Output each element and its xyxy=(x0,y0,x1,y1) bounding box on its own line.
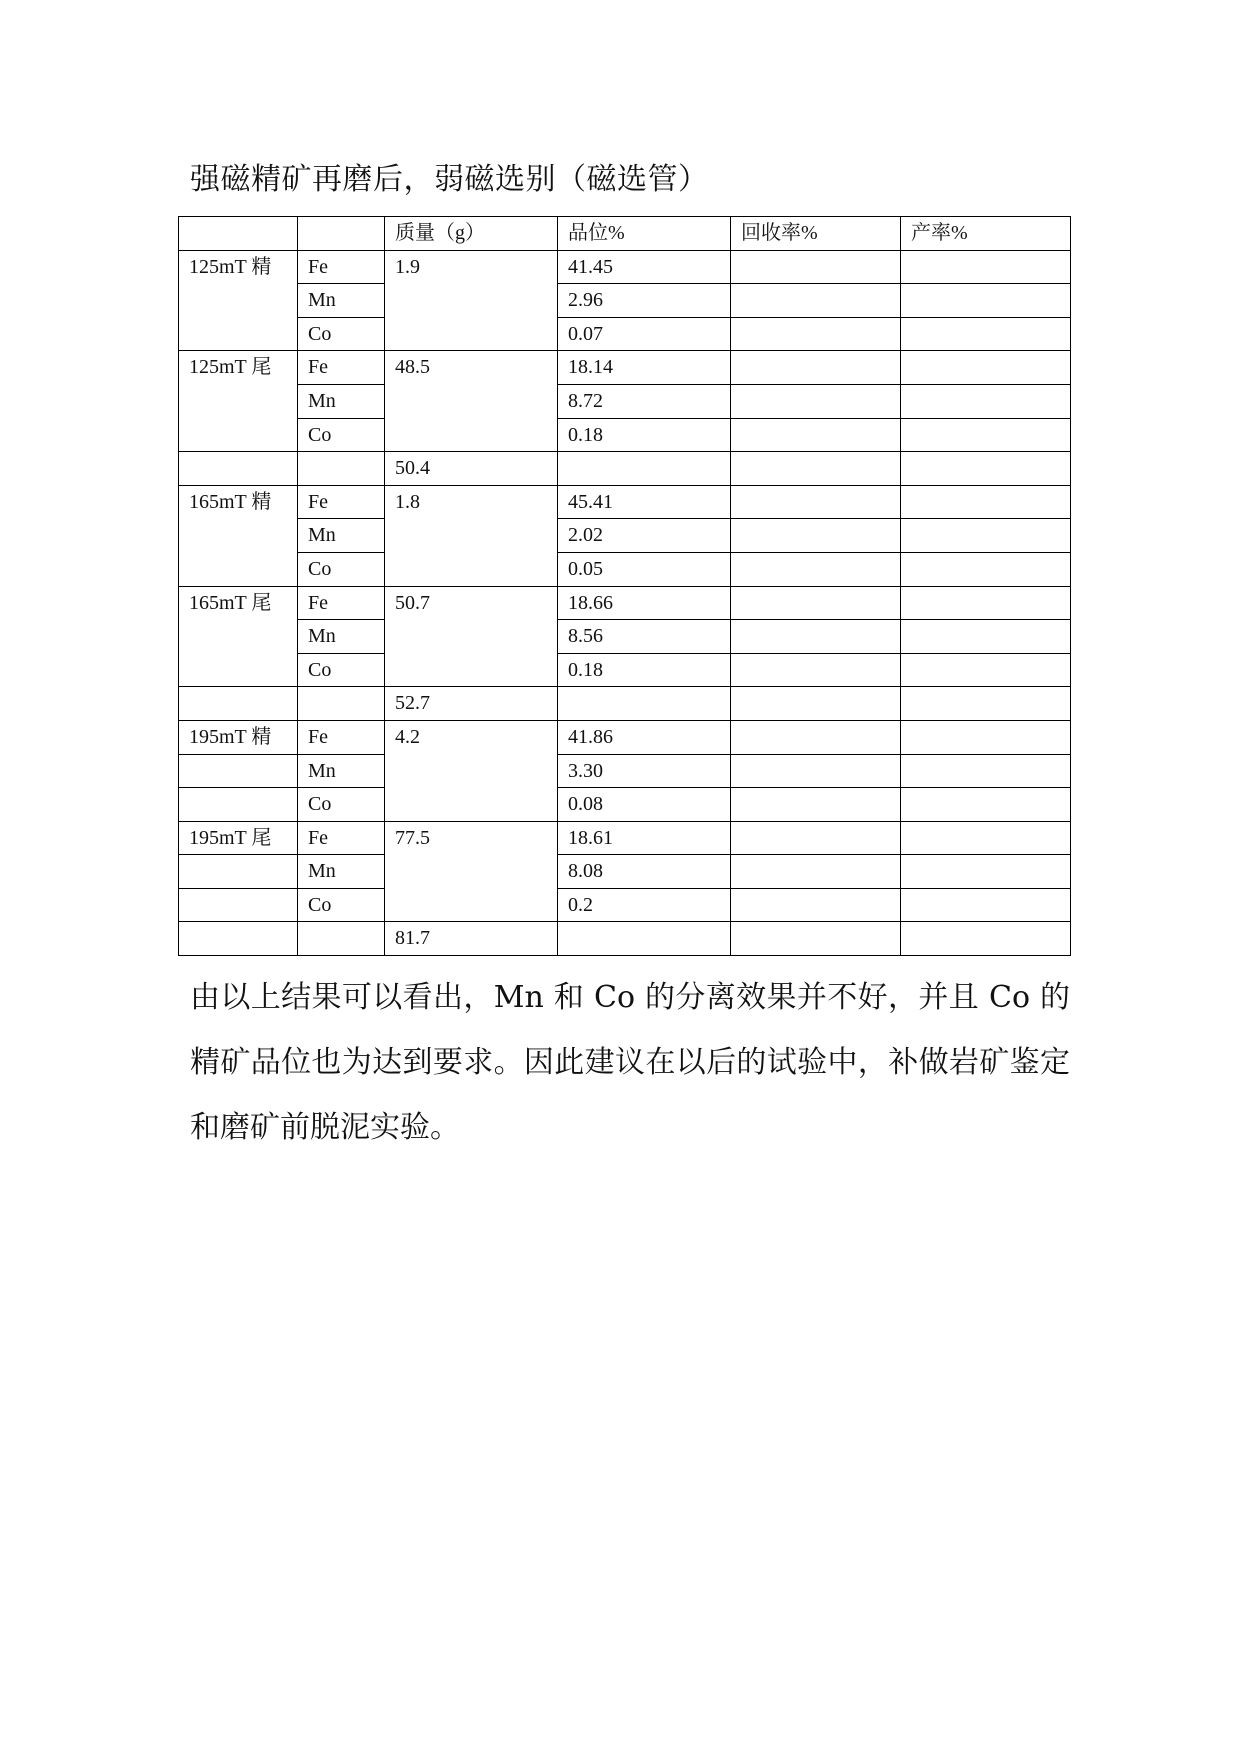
element-cell: Co xyxy=(298,788,385,822)
mass-cell: 77.5 xyxy=(385,821,558,922)
table-row xyxy=(179,485,1071,519)
element-cell: Fe xyxy=(298,586,385,620)
element-cell: Mn xyxy=(298,620,385,654)
total-mass-cell: 81.7 xyxy=(385,922,558,956)
grade-cell: 8.56 xyxy=(558,620,731,654)
mass-cell: 4.2 xyxy=(385,720,558,821)
recovery-cell xyxy=(731,552,901,586)
empty-cell xyxy=(558,452,731,486)
grade-cell: 8.72 xyxy=(558,384,731,418)
table-row xyxy=(179,788,1071,822)
yield-cell xyxy=(901,754,1071,788)
table-header-row xyxy=(179,217,1071,251)
yield-cell xyxy=(901,384,1071,418)
header-cell: 质量（g） xyxy=(385,217,558,251)
grade-cell: 45.41 xyxy=(558,485,731,519)
grade-cell: 0.18 xyxy=(558,418,731,452)
element-cell: Co xyxy=(298,888,385,922)
total-row xyxy=(179,922,1071,956)
grade-cell: 0.18 xyxy=(558,653,731,687)
grade-cell: 8.08 xyxy=(558,855,731,889)
yield-cell xyxy=(901,586,1071,620)
group-label-cell: 165mT 精 xyxy=(179,485,298,586)
element-cell: Mn xyxy=(298,384,385,418)
yield-cell xyxy=(901,317,1071,351)
grade-cell: 2.02 xyxy=(558,519,731,553)
yield-cell xyxy=(901,620,1071,654)
recovery-cell xyxy=(731,384,901,418)
table-row xyxy=(179,552,1071,586)
recovery-cell xyxy=(731,653,901,687)
element-cell: Fe xyxy=(298,720,385,754)
empty-cell xyxy=(298,687,385,721)
group-label-cell: 195mT 精 xyxy=(179,720,298,754)
group-label-cell xyxy=(179,855,298,889)
yield-cell xyxy=(901,720,1071,754)
mass-cell: 1.9 xyxy=(385,250,558,351)
yield-cell xyxy=(901,519,1071,553)
table-row xyxy=(179,888,1071,922)
header-cell: 产率% xyxy=(901,217,1071,251)
element-cell: Fe xyxy=(298,351,385,385)
total-mass-cell: 52.7 xyxy=(385,687,558,721)
yield-cell xyxy=(901,653,1071,687)
element-cell: Mn xyxy=(298,754,385,788)
yield-cell xyxy=(901,250,1071,284)
table-row xyxy=(179,351,1071,385)
table-row xyxy=(179,855,1071,889)
table-row xyxy=(179,418,1071,452)
recovery-cell xyxy=(731,720,901,754)
page-title: 强磁精矿再磨后，弱磁选别（磁选管） xyxy=(190,162,709,197)
yield-cell xyxy=(901,821,1071,855)
element-cell: Mn xyxy=(298,519,385,553)
table-row xyxy=(179,250,1071,284)
empty-cell xyxy=(558,687,731,721)
element-cell: Co xyxy=(298,317,385,351)
grade-cell: 18.66 xyxy=(558,586,731,620)
empty-cell xyxy=(179,452,298,486)
yield-cell xyxy=(901,452,1071,486)
recovery-cell xyxy=(731,519,901,553)
grade-cell: 3.30 xyxy=(558,754,731,788)
table-row xyxy=(179,586,1071,620)
recovery-cell xyxy=(731,418,901,452)
grade-cell: 41.45 xyxy=(558,250,731,284)
element-cell: Mn xyxy=(298,284,385,318)
table-row xyxy=(179,284,1071,318)
table-row xyxy=(179,754,1071,788)
conclusion-paragraph: 由以上结果可以看出，Mn 和 Co 的分离效果并不好，并且 Co 的精矿品位也为达到要求。因此建议在以后的试验中，补做岩矿鉴定和磨矿前脱泥实验。 xyxy=(190,980,1070,1145)
recovery-cell xyxy=(731,351,901,385)
table-row xyxy=(179,653,1071,687)
table-row xyxy=(179,519,1071,553)
table-row xyxy=(179,317,1071,351)
header-cell xyxy=(179,217,298,251)
header-cell: 回收率% xyxy=(731,217,901,251)
yield-cell xyxy=(901,855,1071,889)
yield-cell xyxy=(901,485,1071,519)
header-cell: 品位% xyxy=(558,217,731,251)
table-row xyxy=(179,720,1071,754)
grade-cell: 41.86 xyxy=(558,720,731,754)
recovery-cell xyxy=(731,284,901,318)
mass-cell: 1.8 xyxy=(385,485,558,586)
element-cell: Co xyxy=(298,653,385,687)
recovery-cell xyxy=(731,317,901,351)
grade-cell: 18.14 xyxy=(558,351,731,385)
group-label-cell: 125mT 尾 xyxy=(179,351,298,452)
yield-cell xyxy=(901,687,1071,721)
recovery-cell xyxy=(731,250,901,284)
empty-cell xyxy=(558,922,731,956)
results-table xyxy=(178,216,1071,956)
element-cell: Fe xyxy=(298,250,385,284)
total-row xyxy=(179,687,1071,721)
table-row xyxy=(179,821,1071,855)
yield-cell xyxy=(901,788,1071,822)
recovery-cell xyxy=(731,485,901,519)
header-cell xyxy=(298,217,385,251)
empty-cell xyxy=(298,452,385,486)
grade-cell: 0.05 xyxy=(558,552,731,586)
recovery-cell xyxy=(731,754,901,788)
recovery-cell xyxy=(731,452,901,486)
group-label-cell xyxy=(179,754,298,788)
yield-cell xyxy=(901,888,1071,922)
element-cell: Mn xyxy=(298,855,385,889)
group-label-cell: 195mT 尾 xyxy=(179,821,298,855)
recovery-cell xyxy=(731,888,901,922)
recovery-cell xyxy=(731,687,901,721)
yield-cell xyxy=(901,418,1071,452)
element-cell: Co xyxy=(298,552,385,586)
mass-cell: 50.7 xyxy=(385,586,558,687)
table-row xyxy=(179,384,1071,418)
grade-cell: 0.07 xyxy=(558,317,731,351)
empty-cell xyxy=(298,922,385,956)
grade-cell: 0.2 xyxy=(558,888,731,922)
yield-cell xyxy=(901,284,1071,318)
recovery-cell xyxy=(731,788,901,822)
yield-cell xyxy=(901,351,1071,385)
group-label-cell: 165mT 尾 xyxy=(179,586,298,687)
empty-cell xyxy=(179,922,298,956)
recovery-cell xyxy=(731,922,901,956)
mass-cell: 48.5 xyxy=(385,351,558,452)
total-row xyxy=(179,452,1071,486)
grade-cell: 0.08 xyxy=(558,788,731,822)
recovery-cell xyxy=(731,586,901,620)
recovery-cell xyxy=(731,821,901,855)
element-cell: Co xyxy=(298,418,385,452)
group-label-cell: 125mT 精 xyxy=(179,250,298,351)
element-cell: Fe xyxy=(298,485,385,519)
total-mass-cell: 50.4 xyxy=(385,452,558,486)
group-label-cell xyxy=(179,788,298,822)
grade-cell: 18.61 xyxy=(558,821,731,855)
yield-cell xyxy=(901,922,1071,956)
recovery-cell xyxy=(731,620,901,654)
empty-cell xyxy=(179,687,298,721)
group-label-cell xyxy=(179,888,298,922)
table-row xyxy=(179,620,1071,654)
recovery-cell xyxy=(731,855,901,889)
element-cell: Fe xyxy=(298,821,385,855)
yield-cell xyxy=(901,552,1071,586)
grade-cell: 2.96 xyxy=(558,284,731,318)
